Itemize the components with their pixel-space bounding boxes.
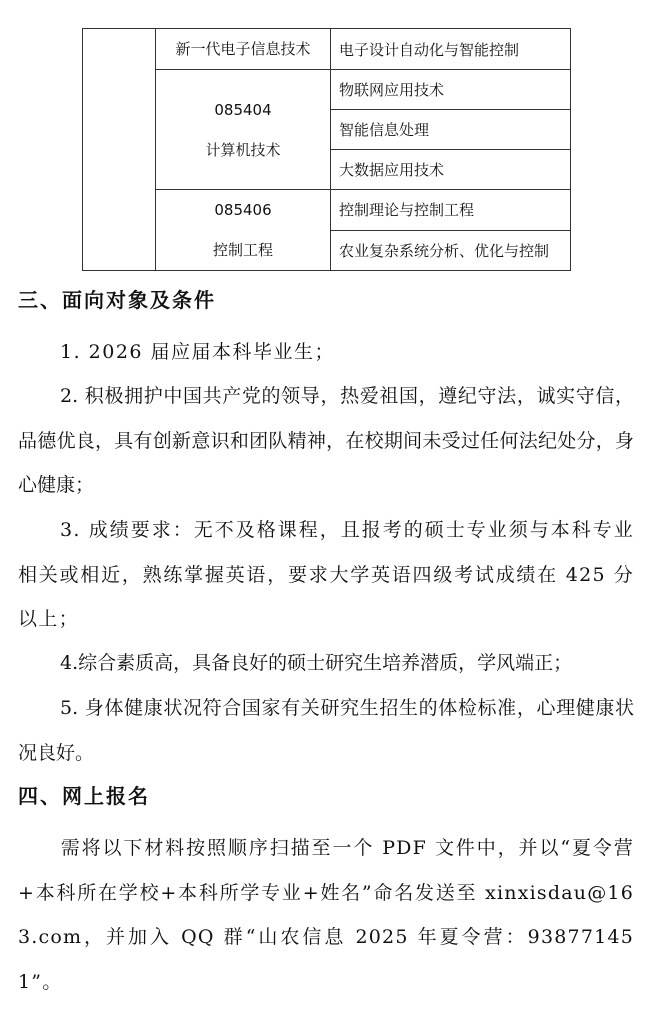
condition-item-1: 1. 2026 届应届本科毕业生； — [60, 341, 336, 363]
condition-item-3: 3. 成绩要求：无不及格课程，且报考的硕士专业须与本科专业相关或相近，熟练掌握英语，要求大学英语四级考试成绩在 425 分以上； — [18, 519, 634, 630]
direction-cell: 控制理论与控制工程 — [331, 190, 571, 231]
section-3-heading: 三、面向对象及条件 — [18, 288, 216, 312]
majors-table — [82, 28, 571, 271]
condition-item-5: 5. 身体健康状况符合国家有关研究生招生的体检标准，心理健康状况良好。 — [18, 697, 634, 764]
major-name-cell — [156, 190, 331, 271]
registration-paragraph: 需将以下材料按照顺序扫描至一个 PDF 文件中，并以“夏令营+本科所在学校+本科所学专业+姓名”命名发送至 xinxisdau@163.com，并加入 QQ 群“山农信息 2025 年夏令营：938771451”。 — [18, 837, 634, 993]
major-name: 新一代电子信息技术 — [175, 40, 311, 58]
table-blank-cell — [83, 29, 156, 271]
major-name-cell — [156, 29, 331, 70]
direction-cell: 智能信息处理 — [331, 110, 571, 150]
table-row — [83, 70, 571, 110]
condition-item-2: 2. 积极拥护中国共产党的领导，热爱祖国，遵纪守法，诚实守信，品德优良，具有创新意识和团队精神，在校期间未受过任何法纪处分，身心健康； — [18, 385, 634, 496]
condition-item-4: 4.综合素质高，具备良好的硕士研究生培养潜质，学风端正； — [60, 652, 573, 674]
major-name: 控制工程 — [212, 241, 273, 259]
direction-cell: 农业复杂系统分析、优化与控制 — [331, 230, 571, 271]
direction-cell: 电子设计自动化与智能控制 — [331, 29, 571, 70]
major-name: 计算机技术 — [205, 140, 281, 159]
table-row — [83, 190, 571, 231]
section-4-heading: 四、网上报名 — [18, 784, 150, 808]
major-code: 085406 — [214, 201, 272, 219]
major-code: 085404 — [214, 100, 272, 119]
direction-cell: 物联网应用技术 — [331, 70, 571, 110]
table-row — [83, 29, 571, 70]
direction-cell: 大数据应用技术 — [331, 150, 571, 190]
major-name-cell — [156, 70, 331, 190]
